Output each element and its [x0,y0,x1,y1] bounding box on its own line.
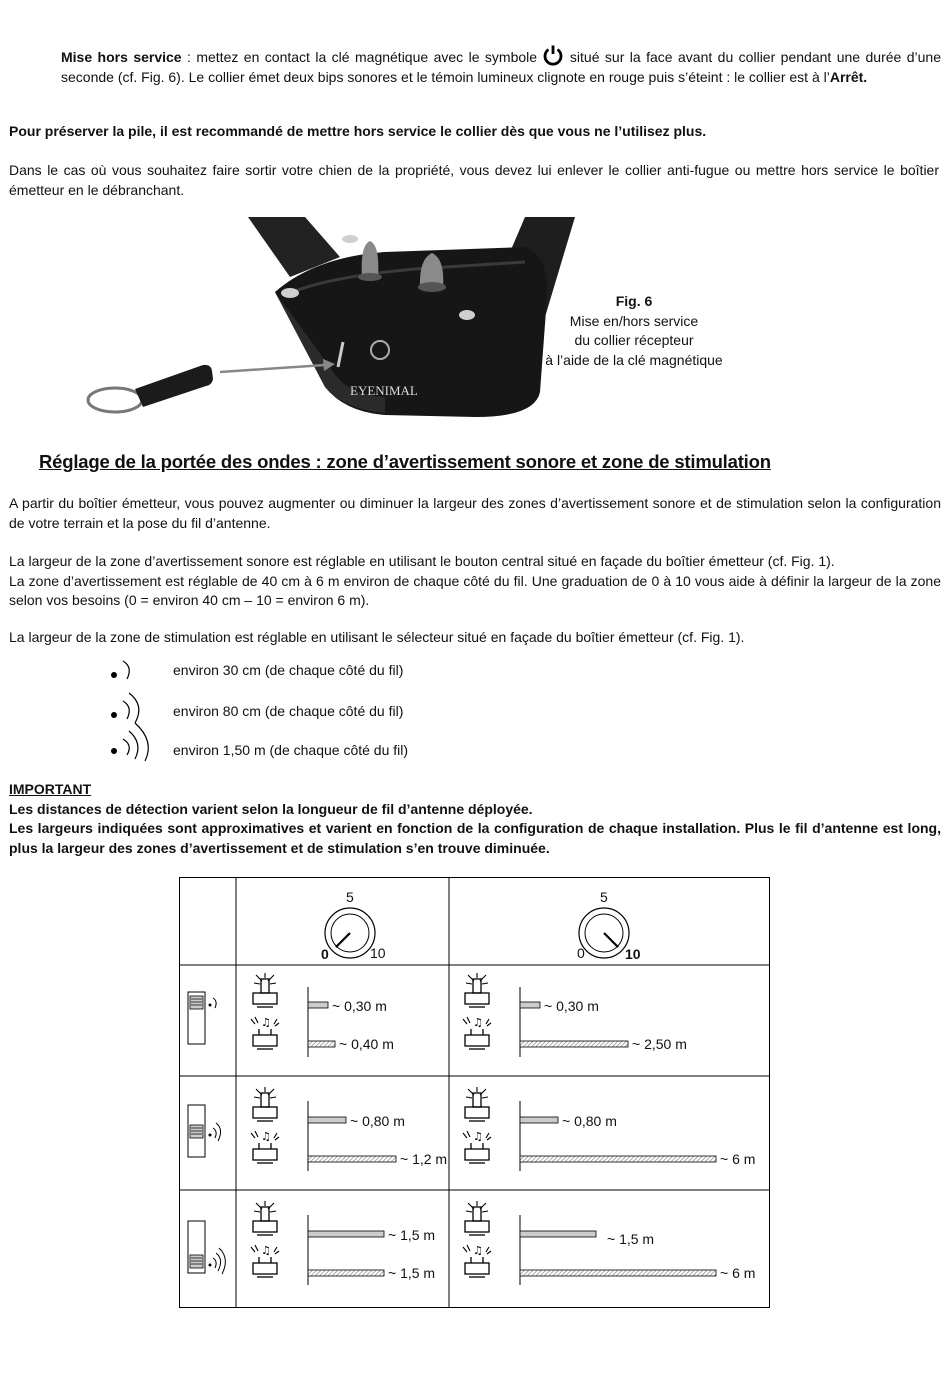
r3-left-sound-label: ~ 1,5 m [388,1265,436,1281]
range-level-2-icon [111,693,139,723]
selector-level-1-icon [188,992,216,1044]
r1-right-stim-label: ~ 0,30 m [544,998,599,1014]
range-2: environ 80 cm (de chaque côté du fil) [173,703,404,719]
r1-left-sound-label: ~ 0,40 m [339,1036,394,1052]
r3-left-stim-label: ~ 1,5 m [388,1227,436,1243]
r2-left-stim-label: ~ 0,80 m [350,1113,405,1129]
r1-left-stim-label: ~ 0,30 m [332,998,387,1014]
settings-table: ♫ 5 0 10 5 0 10 ~ 0,30 m ~ 0,40 m ~ 0,30 m ~ 2,50 m ~ 0,80 m ~ 1,2 m ~ 0,80 m ~ 6 m ~ 1,5 m ~ 1,5 m ~ 1,5 m ~ 6 m [179,877,771,1309]
figure-line-2: du collier récepteur [574,332,694,348]
range-1: environ 30 cm (de chaque côté du fil) [173,662,404,678]
figure-caption [534,292,734,370]
range-level-3-icon [111,723,148,761]
bar-r1-right-stim [520,1002,540,1008]
dial-right-top: 5 [600,889,608,905]
stim-zone-paragraph: La largeur de la zone de stimulation est réglable en utilisant le sélecteur situé en façade du boîtier émetteur (cf. Fig. 1). [9,629,745,645]
brand-logo: EYENIMAL [350,383,418,398]
off-word: Arrêt. [829,68,868,85]
r2-left-sound-label: ~ 1,2 m [400,1151,448,1167]
battery-note: Pour préserver la pile, il est recommandé de mettre hors service le collier dès que vous ne l’utilisez plus. [9,123,707,139]
bar-r2-left-stim [308,1117,346,1123]
warning-zone-line-1: La largeur de la zone d’avertissement sonore est réglable en utilisant le bouton central situé en façade du boîtier émetteur (cf. Fig. 1). [9,553,835,569]
important-title: IMPORTANT [9,781,92,797]
dial-right [577,889,641,962]
power-off-text-2: situé sur la face avant du collier pendant une durée d’une seconde (cf. Fig. 6). Le collier émet deux bips sonores et le témoin lumineux clignote en rouge puis s’éteint : le collier est à l’ [61,49,941,85]
dial-right-max: 10 [625,946,641,962]
section-heading: Réglage de la portée des ondes : zone d’avertissement sonore et zone de stimulation [39,451,771,472]
figure-line-3: à l’aide de la clé magnétique [545,351,723,368]
power-off-paragraph [61,44,941,87]
r1-right-sound-label: ~ 2,50 m [632,1036,687,1052]
range-level-icons [105,655,165,765]
bar-r1-left-stim [308,1002,328,1008]
bar-r2-left-sound [308,1156,396,1162]
bar-r3-left-stim [308,1231,384,1237]
power-off-label: Mise hors service [61,49,182,65]
power-icon [542,44,564,66]
dial-left-min: 0 [321,946,329,962]
leave-property-paragraph: Dans le cas où vous souhaitez faire sortir votre chien de la propriété, vous devez lui enlever le collier anti-fugue ou mettre hors service le boîtier émetteur en le débranchant. [9,162,939,198]
important-line-2: Les largeurs indiquées sont approximatives et varient en fonction de la configuration de chaque installation. Plus le fil d’antenne est long, plus la largeur des zones d’avertissement et de stimulation s’en trouve diminuée. [9,820,941,856]
range-level-1-icon [111,661,129,679]
r3-right-stim-label: ~ 1,5 m [607,1231,655,1247]
r2-right-stim-label: ~ 0,80 m [562,1113,617,1129]
dial-left-max: 10 [370,945,386,961]
selector-level-2-icon [188,1105,221,1157]
important-block [9,780,941,858]
warning-zone-line-2: La zone d’avertissement est réglable de 40 cm à 6 m environ de chaque côté du fil. Une graduation de 0 à 10 vous aide à définir la largeur de la zone selon vos besoins (0 = environ 40 cm – 10 = environ 6 m). [9,572,941,608]
bar-r1-right-sound [520,1041,628,1047]
dial-right-min: 0 [577,945,585,961]
important-line-1: Les distances de détection varient selon la longueur de fil d’antenne déployée. [9,800,533,817]
range-3: environ 1,50 m (de chaque côté du fil) [173,742,409,758]
bar-r3-left-sound [308,1270,384,1276]
selector-level-3-icon [188,1221,225,1274]
power-off-text-1: : mettez en contact la clé magnétique avec le symbole [181,49,543,65]
bar-r2-right-stim [520,1117,558,1123]
dial-left [321,889,386,962]
figure-title: Fig. 6 [615,293,653,309]
r2-right-sound-label: ~ 6 m [720,1151,756,1167]
bar-r3-right-stim [520,1231,596,1237]
intro-paragraph: A partir du boîtier émetteur, vous pouvez augmenter ou diminuer la largeur des zones d’avertissement sonore et de stimulation selon la configuration de votre terrain et la pose du fil d’antenne. [9,495,941,531]
bar-r1-left-sound [308,1041,335,1047]
figure-line-1: Mise en/hors service [569,312,699,329]
r3-right-sound-label: ~ 6 m [720,1265,756,1281]
bar-r2-right-sound [520,1156,716,1162]
collar-illustration [85,217,565,427]
dial-left-top: 5 [346,889,354,905]
warning-zone-paragraph [9,552,941,611]
bar-r3-right-sound [520,1270,716,1276]
